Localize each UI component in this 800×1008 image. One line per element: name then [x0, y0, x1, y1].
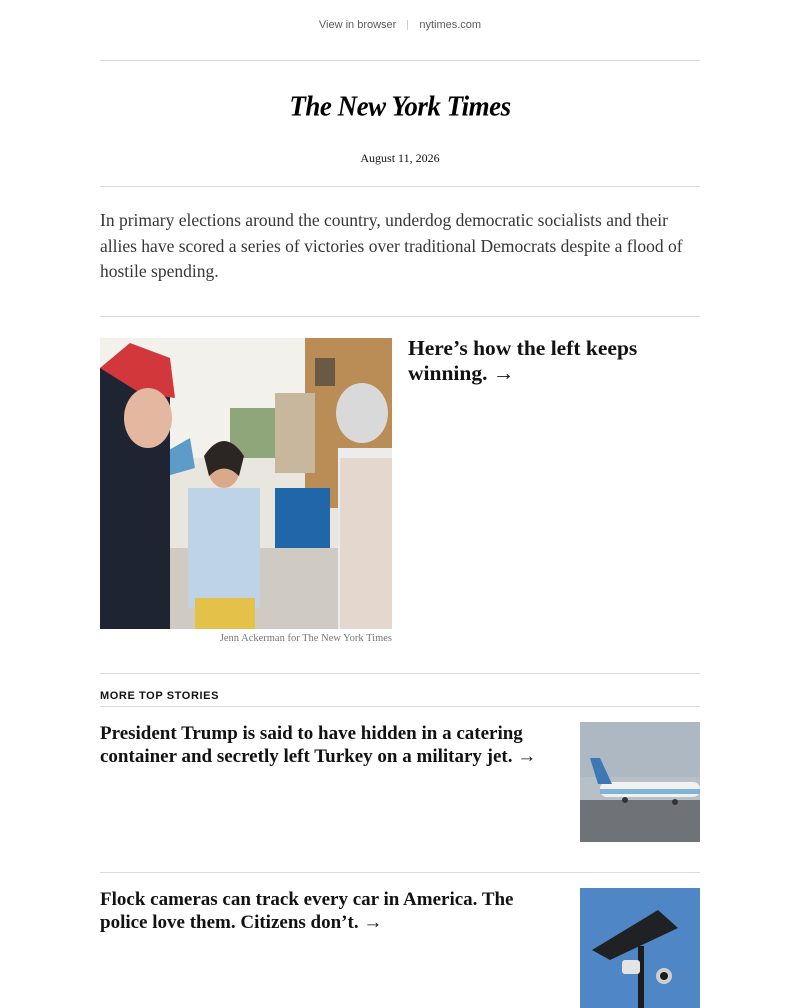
view-in-browser-link[interactable]: View in browser	[318, 19, 397, 31]
newsletter	[100, 0, 700, 1008]
masthead	[100, 61, 700, 151]
story-headline[interactable]: Flock cameras can track every car in America. The police love them. Citizens don’t.	[100, 888, 514, 933]
issue-date: August 11, 2026	[360, 151, 440, 165]
arrow-right-icon[interactable]: →	[492, 360, 515, 385]
story-item[interactable]	[100, 707, 700, 873]
nyt-logo[interactable]: The New York Times	[289, 90, 511, 122]
lead-media	[100, 338, 392, 673]
arrow-right-icon[interactable]: →	[363, 911, 383, 933]
story-headline-link[interactable]	[100, 722, 550, 872]
intro-text: In primary elections around the country, underdog democratic socialists and their allies have scored a series of victories over traditional Democrats despite a flood of hostile spending.	[100, 210, 683, 281]
story-headline-link[interactable]	[100, 888, 550, 1008]
lead-headline[interactable]: Here’s how the left keeps winning.	[408, 335, 638, 385]
top-links	[100, 0, 700, 60]
story-item[interactable]	[100, 873, 700, 1008]
divider	[100, 316, 700, 317]
lead-photo[interactable]	[100, 338, 392, 629]
divider	[100, 186, 700, 187]
flock-camera-photo[interactable]	[580, 888, 700, 1008]
story-headline[interactable]: President Trump is said to have hidden in a catering container and secretly left Turkey on a military jet.	[100, 722, 523, 767]
lead-story[interactable]	[100, 335, 700, 673]
arrow-right-icon[interactable]: →	[517, 745, 537, 767]
photo-credit: Jenn Ackerman for The New York Times	[219, 632, 392, 644]
lead-headline-link[interactable]	[408, 336, 698, 673]
section-heading: MORE TOP STORIES	[100, 674, 700, 707]
nytimes-link[interactable]: nytimes.com	[419, 19, 482, 31]
air-force-one-photo[interactable]	[580, 722, 700, 842]
